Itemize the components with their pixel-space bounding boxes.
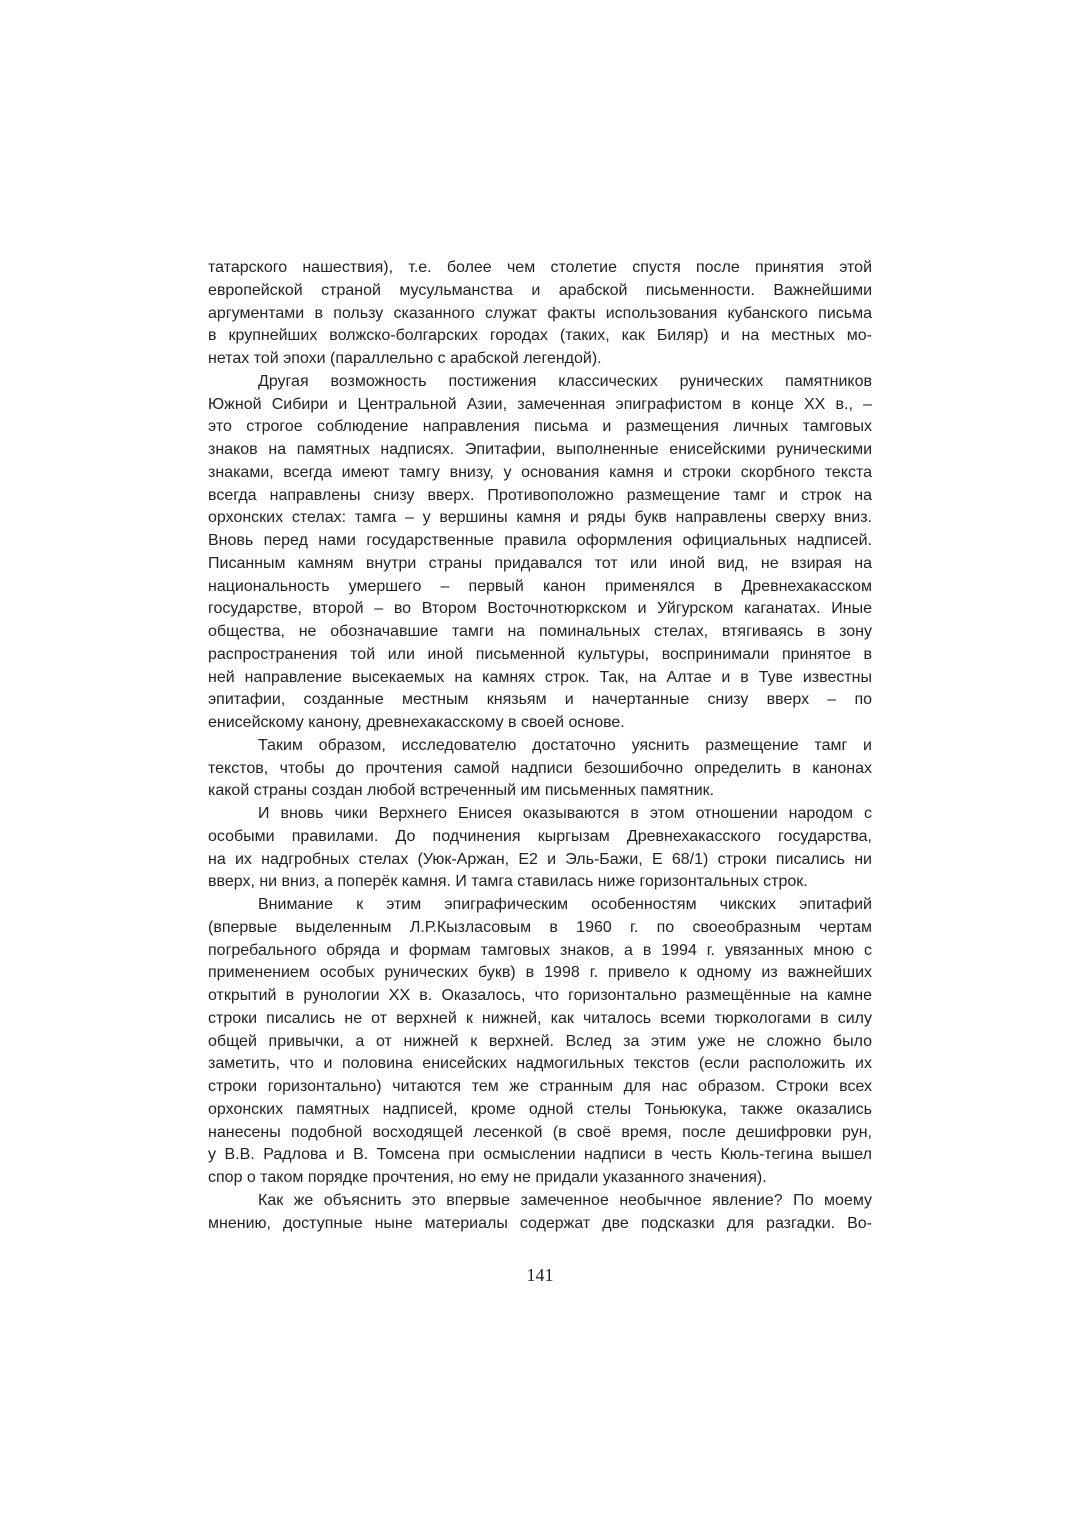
text-line: строки горизонтально) читаются тем же странным для нас образом. Строки всех: [208, 1078, 872, 1095]
text-line: (впервые выделенным Л.Р.Кызласовым в 1960 г. по своеобразным чертам: [208, 918, 872, 936]
text-line: знаков на памятных надписях. Эпитафии, выполненные енисейскими руническими: [208, 441, 872, 458]
text-line: орхонских памятных надписей, кроме одной стелы Тоньюкука, также оказались: [208, 1100, 872, 1118]
text-line: государстве, второй – во Втором Восточнотюркском и Уйгурском каганатах. Иные: [208, 600, 872, 618]
text-line: нетах той эпохи (параллельно с арабской легендой).: [208, 350, 602, 367]
paragraph: [208, 257, 872, 371]
text-line: И вновь чики Верхнего Енисея оказываются в этом отношении народом с: [258, 805, 872, 822]
text-line: аргументами в пользу сказанного служат факты использования кубанского письма: [208, 304, 872, 322]
text-line: погребального обряда и формам тамговых знаков, а в 1994 г. увязанных мною с: [208, 941, 872, 959]
text-line: мнению, доступные ныне материалы содержат две подсказки для разгадки. Во-: [208, 1214, 872, 1232]
text-line: орхонских стелах: тамга – у вершины камня и ряды букв направлены сверху вниз.: [208, 509, 872, 527]
text-line: применением особых рунических букв) в 1998 г. привело к одному из важнейших: [208, 964, 872, 982]
text-line: Таким образом, исследователю достаточно уяснить размещение тамг и: [258, 736, 872, 754]
text-line: у В.В. Радлова и В. Томсена при осмыслении надписи в честь Кюль-тегина вышел: [208, 1146, 872, 1164]
text-line: какой страны создан любой встреченный им письменных памятник.: [208, 782, 715, 800]
paragraph: [208, 735, 872, 803]
text-line: общества, не обозначавшие тамги на поминальных стелах, втягиваясь в зону: [208, 623, 872, 640]
text-line: открытий в рунологии XX в. Оказалось, что горизонтально размещённые на камне: [208, 987, 872, 1004]
text-line: заметить, что и половина енисейских надмогильных текстов (если расположить их: [208, 1055, 872, 1073]
body-text: [208, 257, 872, 1235]
text-line: европейской страной мусульманства и арабской письменности. Важнейшими: [208, 281, 872, 299]
text-line: общей привычки, а от нижней к верхней. Вслед за этим уже не сложно было: [208, 1032, 872, 1050]
paragraph: [208, 894, 872, 1190]
text-line: Как же объяснить это впервые замеченное необычное явление? По моему: [258, 1191, 872, 1209]
text-line: Писанным камням внутри страны придавался тот или иной вид, не взирая на: [208, 554, 872, 572]
text-line: распространения той или иной письменной культуры, воспринимали принятое в: [208, 645, 872, 663]
text-line: Южной Сибири и Центральной Азии, замеченная эпиграфистом в конце XX в., –: [208, 395, 872, 413]
text-line: эпитафии, созданные местным князьям и начертанные снизу вверх – по: [208, 691, 872, 709]
text-line: нанесены подобной восходящей лесенкой (в своё время, после дешифровки рун,: [208, 1123, 872, 1141]
text-line: Вновь перед нами государственные правила оформления официальных надписей.: [208, 532, 872, 549]
text-line: на их надгробных стелах (Уюк-Аржан, Е2 и Эль-Бажи, Е 68/1) строки писались ни: [208, 850, 872, 868]
text-line: текстов, чтобы до прочтения самой надписи безошибочно определить в канонах: [208, 759, 872, 777]
text-line: татарского нашествия), т.е. более чем столетие спустя после принятия этой: [208, 259, 872, 276]
text-line: в крупнейших волжско-болгарских городах (таких, как Биляр) и на местных мо-: [208, 327, 872, 345]
text-line: Другая возможность постижения классических рунических памятников: [258, 372, 872, 390]
paragraph: [208, 803, 872, 894]
text-line: енисейскому канону, древнехакасскому в своей основе.: [208, 714, 625, 731]
text-line: спор о таком порядке прочтения, но ему не придали указанного значения).: [208, 1169, 767, 1186]
paragraph: [208, 371, 872, 735]
text-line: ней направление высекаемых на камнях строк. Так, на Алтае и в Туве известны: [208, 668, 872, 686]
text-line: это строгое соблюдение направления письма и размещения личных тамговых: [208, 418, 872, 436]
text-line: всегда направлены снизу вверх. Противоположно размещение тамг и строк на: [208, 486, 872, 504]
paragraph: [208, 1190, 872, 1236]
text-line: вверх, ни вниз, а поперёк камня. И тамга ставилась ниже горизонтальных строк.: [208, 873, 808, 891]
text-line: особыми правилами. До подчинения кыргызам Древнехакасского государства,: [208, 827, 872, 845]
text-line: знаками, всегда имеют тамгу внизу, у основания камня и строки скорбного текста: [208, 463, 872, 481]
page-number: 141: [526, 1265, 554, 1285]
text-line: национальность умершего – первый канон применялся в Древнехакасском: [208, 577, 872, 595]
text-line: строки писались не от верхней к нижней, как читалось всеми тюркологами в силу: [208, 1009, 872, 1027]
text-line: Внимание к этим эпиграфическим особенностям чикских эпитафий: [258, 896, 872, 913]
